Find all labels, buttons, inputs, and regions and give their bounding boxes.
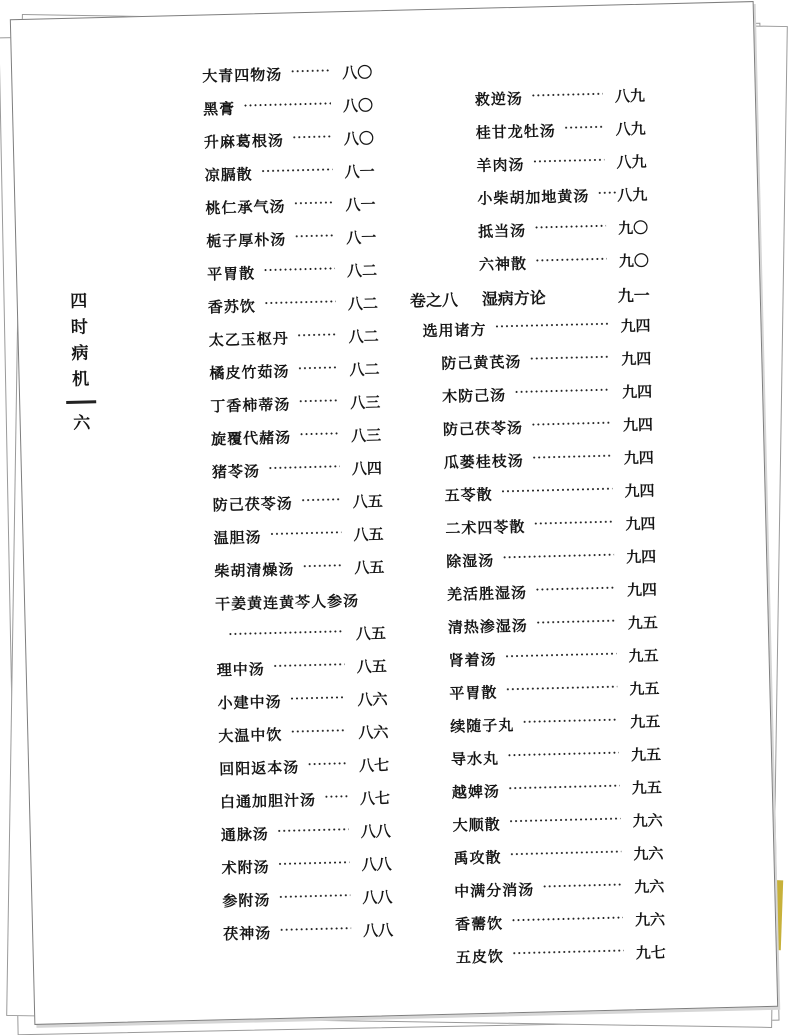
leader-dots bbox=[297, 333, 337, 336]
toc-entry-name: 大温中饮 bbox=[218, 725, 283, 746]
toc-right-top bbox=[405, 85, 650, 289]
toc-entry-page: 九六 bbox=[633, 844, 664, 864]
toc-entry-page: 九〇 bbox=[618, 251, 650, 271]
leader-dots bbox=[564, 126, 604, 129]
toc-entry-name: 五皮饮 bbox=[455, 947, 505, 967]
toc-entry-page: 八〇 bbox=[342, 63, 373, 83]
leader-dots bbox=[299, 432, 339, 435]
toc-entry-page: 九五 bbox=[631, 778, 663, 798]
toc-entry-name: 通脉汤 bbox=[220, 825, 270, 845]
toc-entry-page: 九五 bbox=[630, 745, 662, 765]
toc-entry-page: 八七 bbox=[358, 756, 390, 775]
toc-entry-name: 防己黄芪汤 bbox=[441, 352, 522, 373]
leader-dots bbox=[507, 752, 619, 757]
toc-entry-name: 导水丸 bbox=[450, 749, 500, 769]
toc-entry-name: 大青四物汤 bbox=[202, 65, 283, 86]
leader-dots bbox=[263, 267, 335, 271]
leader-dots bbox=[290, 69, 330, 72]
section-volume: 卷之八 bbox=[409, 290, 459, 311]
toc-entry-page: 八一 bbox=[346, 228, 377, 248]
leader-dots bbox=[278, 861, 350, 865]
toc-entry-page: 九四 bbox=[625, 547, 657, 567]
toc-entry-name: 栀子厚朴汤 bbox=[206, 230, 287, 251]
leader-dots bbox=[298, 399, 338, 402]
toc-entry-page: 八九 bbox=[616, 152, 647, 172]
toc-entry-name: 温胆汤 bbox=[213, 528, 262, 548]
toc-entry-name: 回阳返本汤 bbox=[218, 758, 300, 779]
toc-entry-page: 九五 bbox=[629, 712, 661, 732]
toc-entry-page: 八八 bbox=[362, 921, 394, 940]
toc-entry-page: 八三 bbox=[350, 426, 382, 446]
toc-entry-page: 九四 bbox=[625, 514, 656, 534]
leader-dots bbox=[511, 917, 623, 922]
toc-entry-page: 八八 bbox=[362, 888, 393, 907]
toc-entry-page: 九五 bbox=[629, 679, 660, 699]
leader-dots bbox=[534, 225, 606, 229]
toc-entry-name: 参附汤 bbox=[222, 891, 271, 911]
toc-entry-page: 九四 bbox=[623, 448, 654, 468]
toc-entry-page: 九七 bbox=[635, 943, 667, 963]
toc-entry-name: 平胃散 bbox=[449, 683, 498, 703]
leader-dots bbox=[297, 366, 337, 369]
document-page bbox=[10, 1, 778, 1025]
running-title-char: 病 bbox=[71, 343, 89, 364]
leader-dots bbox=[278, 894, 350, 898]
leader-dots bbox=[542, 884, 622, 888]
toc-entry-page: 八九 bbox=[614, 86, 646, 106]
toc-entry-name: 瓜蒌桂枝汤 bbox=[443, 451, 524, 472]
leader-dots bbox=[301, 498, 341, 501]
leader-dots bbox=[494, 323, 608, 328]
toc-entry-page: 八三 bbox=[350, 393, 381, 413]
leader-dots bbox=[268, 465, 340, 469]
toc-right-bottom bbox=[411, 348, 666, 981]
toc-entry-name: 除湿汤 bbox=[445, 551, 495, 571]
toc-entry-name: 小柴胡加地黄汤 bbox=[477, 187, 590, 208]
toc-entry-page: 八六 bbox=[357, 690, 388, 709]
leader-dots bbox=[292, 135, 332, 138]
running-title-char: 机 bbox=[71, 369, 90, 390]
leader-dots bbox=[307, 762, 347, 765]
leader-dots bbox=[505, 653, 617, 658]
leader-dots bbox=[228, 630, 344, 635]
toc-entry-name: 选用诸方 bbox=[422, 320, 487, 341]
toc-entry-page: 九六 bbox=[634, 910, 666, 930]
toc-entry-name: 黑膏 bbox=[202, 99, 236, 119]
toc-entry-name: 太乙玉枢丹 bbox=[208, 329, 289, 350]
toc-entry-page: 八一 bbox=[344, 162, 375, 182]
running-title bbox=[65, 288, 95, 436]
leader-dots bbox=[509, 851, 621, 856]
toc-entry-page: 八九 bbox=[617, 185, 648, 205]
toc-entry-page: 九五 bbox=[628, 646, 659, 666]
toc-entry-name: 术附汤 bbox=[221, 858, 270, 878]
toc-entry-page: 九六 bbox=[632, 811, 663, 831]
leader-dots bbox=[243, 102, 331, 106]
leader-dots bbox=[502, 554, 614, 559]
toc-entry-name: 干姜黄连黄芩人参汤 bbox=[214, 591, 360, 614]
leader-dots bbox=[522, 719, 618, 723]
toc-entry-page: 八五 bbox=[353, 525, 384, 544]
toc-entry-name: 二术四苓散 bbox=[445, 517, 526, 538]
toc-entry-name: 橘皮竹茹汤 bbox=[209, 362, 290, 383]
running-title-char: 时 bbox=[70, 317, 89, 338]
toc-entry-page: 九五 bbox=[627, 613, 658, 633]
toc-entry-page: 八四 bbox=[351, 459, 383, 479]
toc-entry-name: 茯神汤 bbox=[223, 924, 272, 944]
leader-dots bbox=[500, 488, 612, 493]
running-title-rule bbox=[66, 400, 96, 404]
toc-entry-page: 九〇 bbox=[617, 218, 649, 238]
leader-dots bbox=[512, 950, 624, 955]
leader-dots bbox=[324, 795, 348, 798]
page-number: 六 bbox=[72, 413, 91, 434]
toc-entry-page: 九四 bbox=[622, 415, 654, 435]
toc-entry-page: 九四 bbox=[626, 580, 658, 600]
leader-dots bbox=[532, 159, 604, 163]
leader-dots bbox=[302, 564, 342, 567]
toc-entry-name: 禹攻散 bbox=[453, 848, 502, 868]
toc-entry-name: 理中汤 bbox=[216, 660, 266, 680]
toc-entry-page: 九四 bbox=[621, 349, 652, 369]
toc-entry-name: 旋覆代赭汤 bbox=[210, 428, 292, 449]
toc-entry-name: 桃仁承气汤 bbox=[205, 197, 286, 218]
leader-dots bbox=[273, 663, 345, 667]
toc-entry-name: 凉膈散 bbox=[204, 165, 253, 185]
leader-dots bbox=[531, 93, 603, 97]
leader-dots bbox=[294, 234, 334, 237]
toc-entry-page: 八一 bbox=[345, 195, 376, 215]
toc-entry-page: 九四 bbox=[620, 316, 651, 336]
section-title: 湿病方论 bbox=[481, 288, 547, 309]
leader-dots bbox=[289, 696, 345, 699]
toc-entry-name: 平胃散 bbox=[206, 264, 256, 284]
toc-entry-name: 羌活胜湿汤 bbox=[446, 583, 528, 604]
toc-entry-name: 救逆汤 bbox=[474, 89, 524, 109]
toc-entry-page: 八九 bbox=[615, 119, 646, 139]
leader-dots bbox=[508, 785, 620, 790]
toc-entry-page: 八五 bbox=[354, 558, 385, 577]
toc-entry-page: 八八 bbox=[361, 855, 392, 874]
toc-entry-name: 桂甘龙牡汤 bbox=[475, 121, 556, 142]
toc-right-column bbox=[405, 85, 667, 981]
toc-entry-page: 八〇 bbox=[342, 96, 374, 116]
toc-entry-page: 八七 bbox=[359, 789, 391, 808]
leader-dots bbox=[533, 521, 613, 525]
toc-entry-page: 九六 bbox=[633, 877, 665, 897]
toc-entry bbox=[426, 941, 667, 980]
leader-dots bbox=[529, 356, 609, 360]
toc-entry-name: 抵当汤 bbox=[477, 221, 527, 241]
toc-entry-name: 防己茯苓汤 bbox=[212, 494, 293, 515]
toc-entry-name: 羊肉汤 bbox=[476, 155, 525, 175]
toc-entry-name: 香苏饮 bbox=[207, 297, 257, 317]
toc-left-column bbox=[132, 61, 394, 958]
toc-entry-name: 大顺散 bbox=[452, 815, 501, 835]
toc-entry-page: 八二 bbox=[346, 261, 378, 281]
leader-dots bbox=[535, 587, 615, 591]
leader-dots bbox=[509, 818, 621, 823]
leader-dots bbox=[277, 828, 349, 832]
leader-dots bbox=[261, 168, 333, 172]
toc-entry-name: 丁香柿蒂汤 bbox=[210, 395, 291, 416]
toc-entry-page: 八五 bbox=[355, 624, 387, 643]
toc-entry-name: 五苓散 bbox=[444, 485, 493, 505]
leader-dots bbox=[535, 258, 607, 262]
toc-entry-name: 小建中汤 bbox=[217, 692, 282, 713]
toc-entry-name: 清热渗湿汤 bbox=[447, 616, 529, 637]
toc-entry-page: 八〇 bbox=[343, 129, 375, 149]
toc-entry-name: 防己茯苓汤 bbox=[442, 418, 524, 439]
toc-entry-name: 中满分消汤 bbox=[454, 880, 535, 901]
toc-entry-page: 九四 bbox=[624, 481, 655, 501]
toc-entry-name: 越婢汤 bbox=[451, 782, 501, 802]
toc-entry-name: 白通加胆汁汤 bbox=[219, 790, 317, 812]
toc-entry-page: 八五 bbox=[356, 657, 387, 676]
toc-entry-name: 续随子丸 bbox=[450, 716, 515, 736]
running-title-char: 四 bbox=[70, 291, 88, 312]
toc-entry-name: 升麻葛根汤 bbox=[203, 131, 285, 152]
toc-entry-name: 木防己汤 bbox=[441, 386, 507, 406]
toc-entry-name: 柴胡清燥汤 bbox=[214, 560, 295, 581]
toc-entry-page: 八二 bbox=[347, 294, 379, 314]
toc-entry-name: 六神散 bbox=[478, 254, 528, 274]
toc-entry-page: 八八 bbox=[360, 822, 391, 841]
leader-dots bbox=[269, 531, 341, 535]
leader-dots bbox=[505, 686, 617, 691]
toc-entry-name: 肾着汤 bbox=[448, 650, 497, 670]
toc-entry-page: 八二 bbox=[348, 327, 379, 347]
toc-entry-name: 香薷饮 bbox=[454, 914, 504, 934]
toc-entry-name: 猪苓汤 bbox=[211, 462, 261, 482]
toc-entry-page: 八二 bbox=[349, 360, 380, 380]
leader-dots bbox=[536, 620, 616, 624]
section-page: 九一 bbox=[617, 285, 650, 306]
leader-dots bbox=[264, 300, 336, 304]
toc-entry-page: 九四 bbox=[621, 382, 653, 402]
leader-dots bbox=[293, 201, 333, 204]
leader-dots bbox=[290, 729, 346, 732]
leader-dots bbox=[531, 422, 611, 426]
toc-entry-page: 八五 bbox=[352, 492, 383, 512]
leader-dots bbox=[514, 389, 610, 393]
toc-entry-page: 八六 bbox=[358, 723, 389, 742]
leader-dots bbox=[532, 455, 612, 459]
toc-entry bbox=[153, 919, 394, 958]
leader-dots bbox=[279, 927, 351, 931]
